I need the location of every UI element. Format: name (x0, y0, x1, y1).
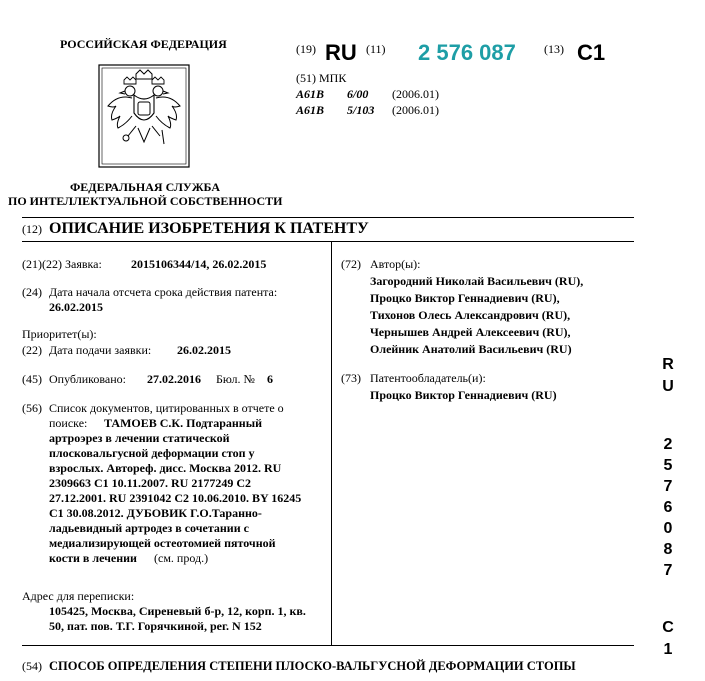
side-digit: 0 (663, 520, 673, 537)
code-19: (19) (296, 42, 316, 56)
ipc-version-1: (2006.01) (392, 87, 439, 101)
ipc-class-1: A61B (296, 87, 325, 101)
document-title: ОПИСАНИЕ ИЗОБРЕТЕНИЯ К ПАТЕНТУ (49, 220, 369, 237)
authors-code: (72) (341, 257, 361, 271)
country-code: RU (325, 40, 357, 65)
address-line-2: 50, пат. пов. Т.Г. Горячкиной, рег. N 152 (49, 619, 262, 633)
priority-sublabel: Дата подачи заявки: (49, 343, 152, 357)
side-digit: 7 (663, 562, 673, 579)
agency-line-2: ПО ИНТЕЛЛЕКТУАЛЬНОЙ СОБСТВЕННОСТИ (8, 194, 283, 208)
bulletin-label: Бюл. № (216, 372, 255, 386)
ipc-group-1: 6/00 (347, 87, 369, 101)
kind-code: C1 (577, 40, 606, 65)
divider-top (22, 217, 634, 218)
bulletin-number: 6 (267, 372, 273, 386)
citation-line: кости в лечении (49, 551, 137, 565)
address-label: Адрес для переписки: (22, 589, 135, 603)
start-label: Дата начала отсчета срока действия патента: (49, 285, 278, 299)
citations-label: Список документов, цитированных в отчете о (49, 401, 284, 415)
start-code: (24) (22, 285, 42, 299)
citation-line: ТАМОЕВ С.К. Подтаранный (104, 416, 262, 430)
invention-title: СПОСОБ ОПРЕДЕЛЕНИЯ СТЕПЕНИ ПЛОСКО-ВАЛЬГУСНОЙ ДЕФОРМАЦИИ СТОПЫ (49, 659, 576, 673)
authors-label: Автор(ы): (370, 257, 421, 271)
citation-line: ладьевидный артродез в сочетании с (49, 521, 249, 535)
citation-line: C1 30.08.2012. ДУБОВИК Г.О.Таранно- (49, 506, 262, 520)
side-kind-c: C (662, 619, 674, 636)
divider-title (22, 241, 634, 242)
application-value: 2015106344/14, 26.02.2015 (131, 257, 267, 271)
code-11: (11) (366, 42, 386, 56)
author-name: Олейник Анатолий Васильевич (RU) (370, 342, 572, 356)
address-line-1: 105425, Москва, Сиреневый б-р, 12, корп. 1, кв. (49, 604, 306, 618)
published-code: (45) (22, 372, 42, 386)
coat-of-arms-icon (98, 64, 190, 168)
author-name: Процко Виктор Геннадиевич (RU), (370, 291, 560, 305)
side-ru-r: R (662, 356, 674, 373)
country-name: РОССИЙСКАЯ ФЕДЕРАЦИЯ (60, 37, 227, 51)
ipc-group-2: 5/103 (347, 103, 375, 117)
author-name: Чернышев Андрей Алексеевич (RU), (370, 325, 571, 339)
column-separator (331, 241, 332, 645)
priority-code: (22) (22, 343, 42, 357)
priority-label: Приоритет(ы): (22, 327, 97, 341)
published-label: Опубликовано: (49, 372, 126, 386)
priority-value: 26.02.2015 (177, 343, 231, 357)
citation-line: взрослых. Автореф. дисс. Москва 2012. RU (49, 461, 282, 475)
patent-number: 2 576 087 (418, 40, 516, 65)
ipc-class-2: A61B (296, 103, 325, 117)
published-date: 27.02.2016 (147, 372, 201, 386)
citation-line: артроэрез в лечении статической (49, 431, 230, 445)
citations-prefix: поиске: (49, 416, 88, 430)
start-value: 26.02.2015 (49, 300, 103, 314)
side-digit: 8 (663, 541, 673, 558)
side-digit: 2 (663, 436, 673, 453)
owner-name: Процко Виктор Геннадиевич (RU) (370, 388, 557, 402)
title-12-code: (12) (22, 222, 42, 236)
ipc-version-2: (2006.01) (392, 103, 439, 117)
citations-code: (56) (22, 401, 42, 415)
side-digit: 5 (663, 457, 673, 474)
citation-line: 27.12.2001. RU 2391042 C2 10.06.2010. BY 16245 (49, 491, 302, 505)
owner-code: (73) (341, 371, 361, 385)
side-kind-1: 1 (663, 641, 673, 658)
author-name: Загородний Николай Васильевич (RU), (370, 274, 584, 288)
ipc-label: (51) МПК (296, 71, 347, 85)
application-code: (21)(22) Заявка: (22, 257, 102, 271)
citation-line: медиализирующей остеотомией пяточной (49, 536, 276, 550)
citations-continued: (см. прод.) (154, 551, 209, 565)
code-13: (13) (544, 42, 564, 56)
divider-bottom (22, 645, 634, 646)
citation-line: плосковальгусной деформации стоп у (49, 446, 255, 460)
owner-label: Патентообладатель(и): (370, 371, 486, 385)
author-name: Тихонов Олесь Александрович (RU), (370, 308, 571, 322)
side-digit: 6 (663, 499, 673, 516)
side-ru-u: U (662, 378, 674, 395)
title-54-code: (54) (22, 659, 42, 673)
agency-line-1: ФЕДЕРАЛЬНАЯ СЛУЖБА (70, 180, 220, 194)
side-digit: 7 (663, 478, 673, 495)
citation-line: 2309663 C1 10.11.2007. RU 2177249 C2 (49, 476, 252, 490)
